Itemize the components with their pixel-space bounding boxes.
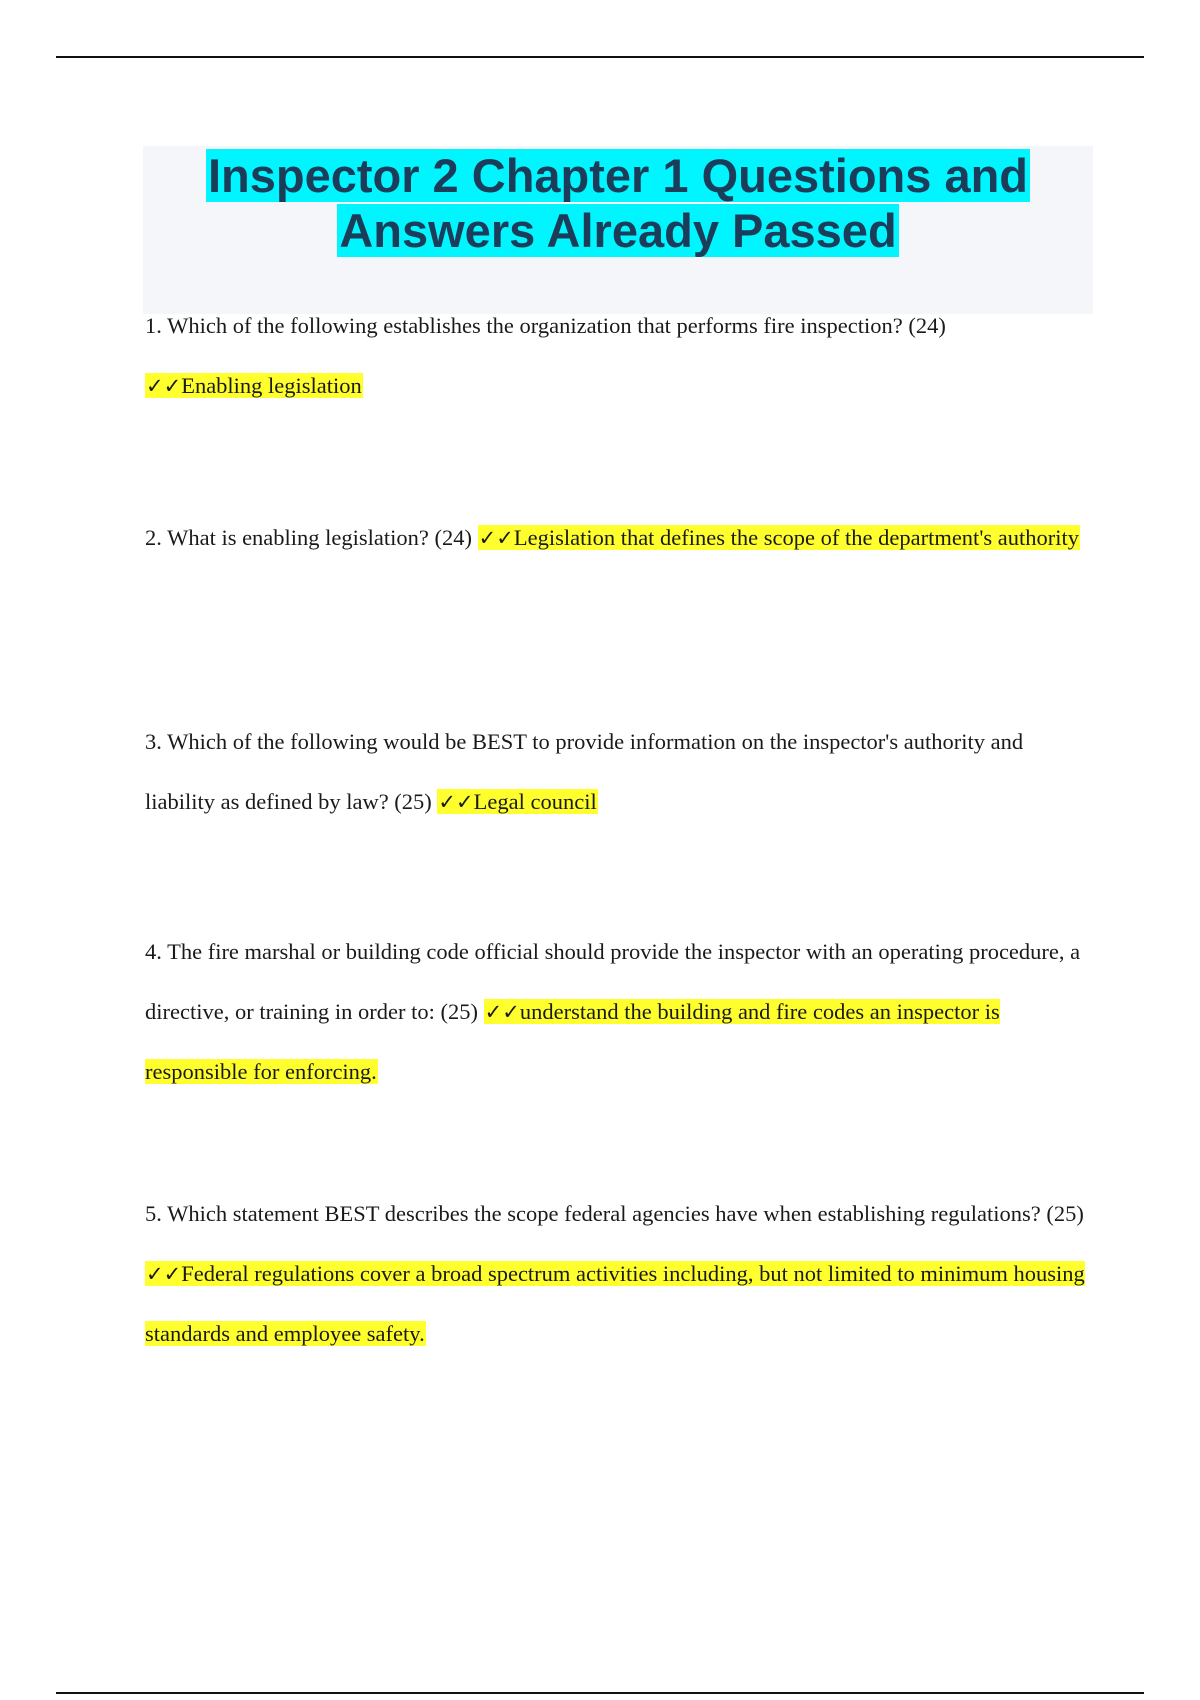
double-check-icon: ✓✓ <box>146 374 182 398</box>
answer-5-text: Federal regulations cover a broad spectrum activities including, but not limited to minimum housing standards and employee safety. <box>145 1261 1085 1346</box>
question-4-text: 4. The fire marshal or building code official should provide the inspector with an operating procedure, a directive, or training in order to: (25) <box>145 939 1081 1024</box>
double-check-icon: ✓✓ <box>484 1000 520 1024</box>
question-1-text: 1. Which of the following establishes the organization that performs fire inspection? (24) <box>145 313 946 338</box>
question-3-text: 3. Which of the following would be BEST to provide information on the inspector's authority and liability as defined by law? (25) <box>145 729 1024 814</box>
bottom-rule <box>56 1692 1144 1694</box>
title-block <box>143 146 1093 314</box>
title-line-2: Answers Already Passed <box>339 204 897 257</box>
document-title <box>143 146 1093 258</box>
answer-1-text: Enabling legislation <box>181 373 362 398</box>
answer-3-text: Legal council <box>473 789 597 814</box>
question-3 <box>145 712 1085 832</box>
double-check-icon: ✓✓ <box>146 1262 182 1286</box>
answer-2 <box>478 525 1080 550</box>
question-5 <box>145 1184 1085 1364</box>
answer-3 <box>437 789 597 814</box>
double-check-icon: ✓✓ <box>438 790 474 814</box>
question-1 <box>145 296 1085 416</box>
answer-4-text: understand the building and fire codes an inspector is responsible for enforcing. <box>145 999 1000 1084</box>
answer-5 <box>145 1261 1085 1346</box>
question-2 <box>145 508 1085 568</box>
question-2-text: 2. What is enabling legislation? (24) <box>145 525 473 550</box>
question-4 <box>145 922 1085 1102</box>
question-5-text: 5. Which statement BEST describes the scope federal agencies have when establishing regulations? (25) <box>145 1201 1084 1226</box>
answer-2-text: Legislation that defines the scope of the department's authority <box>513 525 1079 550</box>
top-rule <box>56 56 1144 58</box>
double-check-icon: ✓✓ <box>478 526 514 550</box>
title-line-1: Inspector 2 Chapter 1 Questions and <box>207 149 1029 202</box>
answer-1 <box>145 373 363 398</box>
